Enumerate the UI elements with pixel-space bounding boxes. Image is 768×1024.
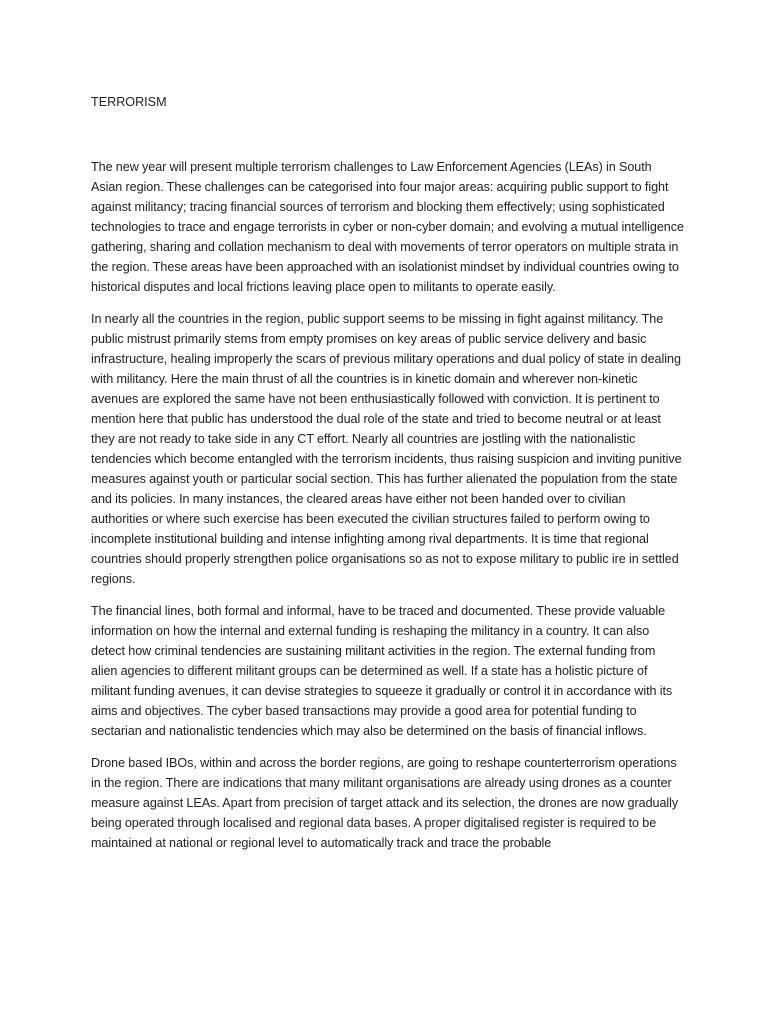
paragraph-drone-ibos: Drone based IBOs, within and across the border regions, are going to reshape counterterrorism operations in the region. There are indications that many militant organisations are already using drones as a counter measure against LEAs. Apart from precision of target attack and its selection, the drones are now gradually being operated through localised and regional data bases. A proper digitalised register is required to be maintained at national or regional level to automatically track and trace the probable [91,756,679,850]
paragraph-financial-lines: The financial lines, both formal and informal, have to be traced and documented. These provide valuable information on how the internal and external funding is reshaping the militancy in a country. It can also detect how criminal tendencies are sustaining militant activities in the region. The external funding from alien agencies to different militant groups can be determined as well. If a state has a holistic picture of militant funding avenues, it can devise strategies to squeeze it gradually or control it in accordance with its aims and objectives. The cyber based transactions may provide a good area for potential funding to sectarian and nationalistic tendencies which may also be determined on the basis of financial inflows. [91,604,673,738]
document-title: TERRORISM [91,95,167,109]
paragraph-intro: The new year will present multiple terrorism challenges to Law Enforcement Agencies (LEAs) in South Asian region. These challenges can be categorised into four major areas: acquiring public support to fight against militancy; tracing financial sources of terrorism and blocking them effectively; using sophisticated technologies to trace and engage terrorists in cyber or non-cyber domain; and evolving a mutual intelligence gathering, sharing and collation mechanism to deal with movements of terror operators on multiple strata in the region. These areas have been approached with an isolationist mindset by individual countries owing to historical disputes and local frictions leaving place open to militants to operate easily. [91,160,684,294]
paragraph-public-support: In nearly all the countries in the region, public support seems to be missing in fight against militancy. The public mistrust primarily stems from empty promises on key areas of public service delivery and basic infrastructure, healing improperly the scars of previous military operations and dual policy of state in dealing with militancy. Here the main thrust of all the countries is in kinetic domain and wherever non-kinetic avenues are explored the same have not been enthusiastically followed with conviction. It is pertinent to mention here that public has understood the dual role of the state and tried to become neutral or at least they are not ready to take side in any CT effort. Nearly all countries are jostling with the nationalistic tendencies which become entangled with the terrorism incidents, thus raising suspicion and inviting punitive measures against youth or particular social section. This has further alienated the population from the state and its policies. In many instances, the cleared areas have either not been handed over to civilian authorities or where such exercise has been executed the civilian structures failed to perform owing to incomplete institutional building and intense infighting among rival departments. It is time that regional countries should properly strengthen police organisations so as not to expose military to public ire in settled regions. [91,312,682,586]
document-body [91,92,684,865]
